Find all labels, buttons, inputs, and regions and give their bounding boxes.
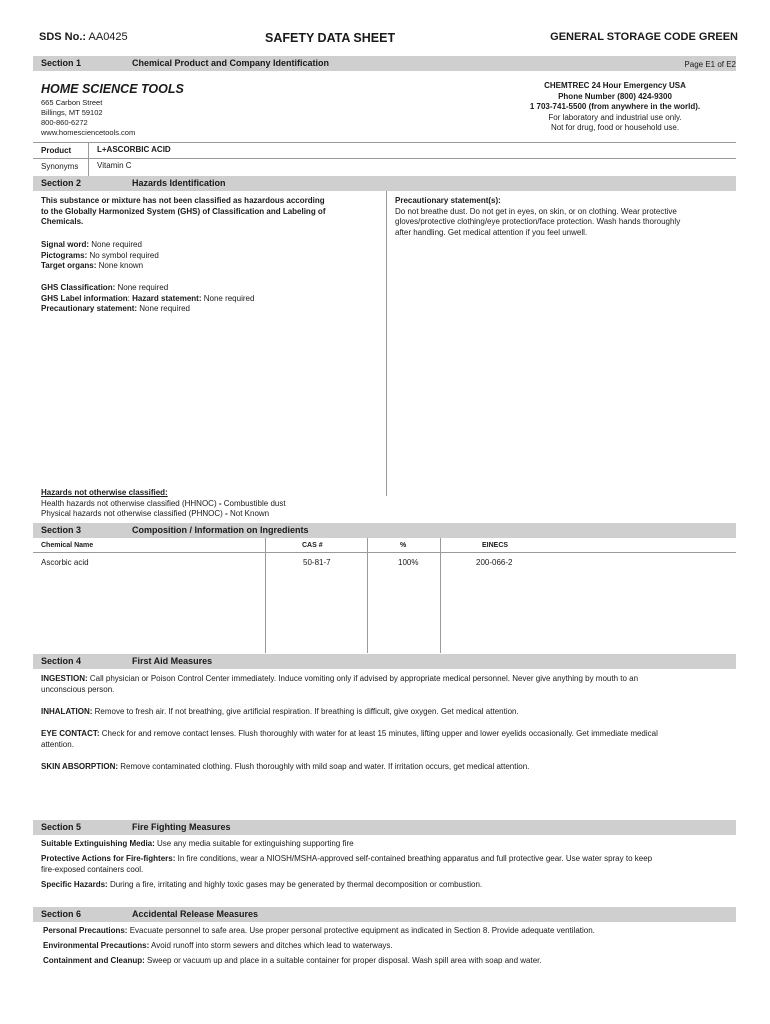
environmental-precautions-text: Avoid runoff into storm sewers and ditches which lead to waterways. [151,941,393,950]
intro-line: This substance or mixture has not been classified as hazardous according [41,196,325,205]
section-3-header [33,523,736,538]
ghs-label-info-label: GHS Label information [41,293,128,303]
extinguishing-media-label: Suitable Extinguishing Media: [41,839,155,848]
pictograms-value: No symbol required [89,250,159,260]
hazard-statement-label: Hazard statement: [132,293,202,303]
hhnoc-text: Health hazards not otherwise classified (HHNOC) [41,498,217,508]
website-link[interactable]: www.homesciencetools.com [41,128,136,137]
synonyms-label: Synonyms [41,162,79,171]
eye-contact-paragraph [41,729,731,750]
ingestion-paragraph [41,674,731,695]
emergency-contact [500,81,730,134]
eye-contact-text: Check for and remove contact lenses. Flush thoroughly with water for at least 15 minutes, lifting upper and lower eyelids occasionally. Get immediate medical [101,729,658,738]
precautionary-line: after handling. Get medical attention if you feel unwell. [395,227,588,237]
section-5-title: Fire Fighting Measures [132,822,231,832]
section-1-title: Chemical Product and Company Identification [132,58,330,68]
phone-line: 800-860-6272 [41,118,88,127]
hazard-statement-value: None required [203,293,255,303]
ingestion-text: Call physician or Poison Control Center immediately. Induce vomiting only if advised by appropriate medical personnel. Never give anything by mouth to an [89,674,639,683]
inhalation-label: INHALATION: [41,707,93,716]
skin-absorption-text: Remove contaminated clothing. Flush thoroughly with mild soap and water. If irritation occurs, get medical attention. [120,762,530,771]
hnoc-block: Hazards not otherwise classified: Health hazards not otherwise classified (HHNOC) - Combustible dust Physical hazards not otherwise classified (PHNOC) - Not Known [41,488,286,519]
ingestion-label: INGESTION: [41,674,88,683]
column-divider [265,538,266,653]
page-number: Page E1 of E2 [684,60,736,69]
firefighter-protection-text: In fire conditions, wear a NIOSH/MSHA-approved self-contained breathing apparatus and full protective gear. Use water spray to keep [177,854,653,863]
precautionary-heading: Precautionary statement(s): [395,196,501,205]
firefighter-protection-text: fire-exposed containers cool. [41,864,144,874]
section-2-title: Hazards Identification [132,178,226,188]
usage-note: For laboratory and industrial use only. [548,112,682,122]
section-4-header [33,654,736,669]
cell-cas: 50-81-7 [303,558,331,567]
divider [33,158,736,159]
sds-number [39,31,128,43]
precautionary-statements [395,196,730,238]
column-header-percent: % [400,542,407,549]
intro-line: to the Globally Harmonized System (GHS) of Classification and Labeling of [41,206,326,216]
pictograms-label: Pictograms: [41,250,88,260]
ingestion-text: unconscious person. [41,684,115,694]
inhalation-paragraph [41,707,731,718]
extinguishing-media-paragraph [41,839,731,850]
synonyms-value: Vitamin C [97,161,132,170]
personal-precautions-text: Evacuate personnel to safe area. Use proper personal protective equipment as indicated in Section 8. Provide adequate ventilation. [129,926,595,935]
storage-code: GENERAL STORAGE CODE GREEN [550,31,738,43]
specific-hazards-paragraph [41,880,731,891]
section-4-title: First Aid Measures [132,656,213,666]
containment-label: Containment and Cleanup: [43,956,145,965]
skin-absorption-label: SKIN ABSORPTION: [41,762,119,771]
phnoc-text: Physical hazards not otherwise classified (PHNOC) [41,509,223,519]
section-3-number: Section 3 [41,525,82,535]
skin-absorption-paragraph [41,762,731,773]
signal-block [41,240,159,272]
precautionary-line: gloves/protective clothing/eye protection/face protection. Wash hands thoroughly [395,217,681,227]
extinguishing-media-text: Use any media suitable for extinguishing supporting fire [157,839,354,848]
column-header-cas: CAS # [302,542,323,549]
emergency-intl-phone: 1 703-741-5500 (from anywhere in the world). [529,102,701,112]
section-1-number: Section 1 [41,58,82,68]
classification-intro [41,196,325,228]
intro-line: Chemicals. [41,217,84,227]
environmental-precautions-paragraph [43,941,733,952]
specific-hazards-text: During a fire, irritating and highly toxic gases may be generated by thermal decomposition or combustion. [109,880,483,889]
column-header-einecs: EINECS [482,542,509,549]
firefighter-protection-label: Protective Actions for Fire-fighters: [41,854,176,863]
section-5-header [33,820,736,835]
precautionary-label: Precautionary statement: [41,304,138,314]
product-value: L+ASCORBIC ACID [97,145,171,154]
ghs-classification-label: GHS Classification: [41,283,116,292]
signal-word-value: None required [91,240,142,249]
divider [33,142,736,143]
section-1-header [33,56,736,71]
precautionary-value: None required [139,304,190,314]
ghs-classification-value: None required [117,283,169,292]
signal-word-label: Signal word: [41,240,89,249]
column-divider [386,191,387,496]
eye-contact-label: EYE CONTACT: [41,729,100,738]
column-divider [367,538,368,653]
section-2-header [33,176,736,191]
divider [88,142,89,176]
section-5-number: Section 5 [41,822,82,832]
hhnoc-value: Combustible dust [223,498,286,508]
section-2-number: Section 2 [41,178,82,188]
section-6-number: Section 6 [41,909,82,919]
sds-number-label: SDS No.: [39,31,87,43]
containment-text: Sweep or vacuum up and place in a suitable container for proper disposal. Wash spill area with soap and water. [147,956,542,965]
sds-number-value: AA0425 [88,31,128,43]
section-6-title: Accidental Release Measures [132,909,259,919]
column-divider [440,538,441,653]
inhalation-text: Remove to fresh air. If not breathing, give artificial respiration. If breathing is difficult, give oxygen. Get medical attention. [94,707,519,716]
personal-precautions-label: Personal Precautions: [43,926,128,935]
emergency-line: CHEMTREC 24 Hour Emergency USA [544,81,686,90]
table-header-divider [33,552,736,553]
eye-contact-text: attention. [41,739,74,749]
hnoc-heading: Hazards not otherwise classified: [41,488,168,497]
address-line: Billings, MT 59102 [41,108,103,117]
cell-percent: 100% [398,558,419,567]
section-3-title: Composition / Information on Ingredients [132,525,309,535]
specific-hazards-label: Specific Hazards: [41,880,108,889]
column-header-chemical-name: Chemical Name [41,542,94,549]
ghs-block: GHS Classification: None required GHS Label information: Hazard statement: None required Precautionary statement: None required [41,283,255,314]
emergency-phone: Phone Number (800) 424-9300 [558,91,672,101]
target-organs-label: Target organs: [41,261,97,271]
containment-paragraph [43,956,733,967]
section-4-number: Section 4 [41,656,82,666]
firefighter-protection-paragraph [41,854,731,875]
precautionary-line: Do not breathe dust. Do not get in eyes, on skin, or on clothing. Wear protective [395,206,677,216]
company-address [41,98,135,138]
cell-einecs: 200-066-2 [476,558,513,567]
usage-note: Not for drug, food or household use. [550,123,680,133]
target-organs-value: None known [98,261,144,271]
company-name: HOME SCIENCE TOOLS [41,82,184,96]
cell-chemical-name: Ascorbic acid [41,558,89,567]
section-6-header [33,907,736,922]
product-label: Product [41,146,72,155]
document-title: SAFETY DATA SHEET [265,31,396,45]
phnoc-value: Not Known [229,509,270,519]
environmental-precautions-label: Environmental Precautions: [43,941,150,950]
address-line: 665 Carbon Street [41,98,103,107]
personal-precautions-paragraph [43,926,733,937]
